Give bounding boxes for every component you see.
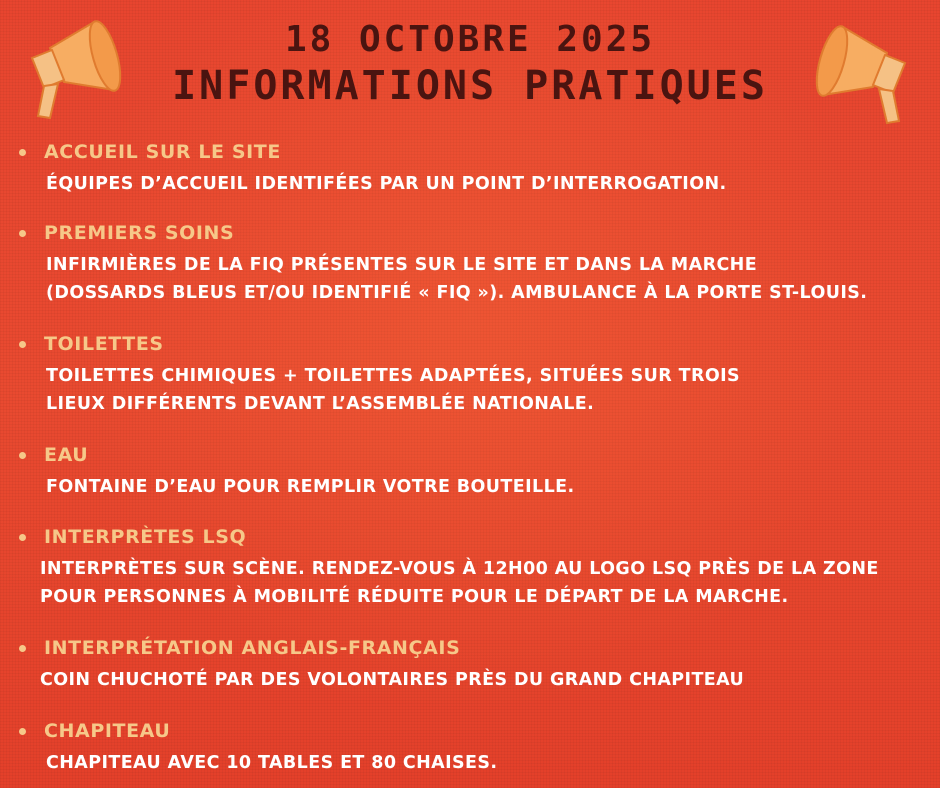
bullet-icon — [19, 645, 26, 652]
item-description — [40, 555, 879, 611]
item-line: (DOSSARDS BLEUS ET/OU IDENTIFIÉ « FIQ »). AMBULANCE À LA PORTE ST-LOUIS. — [46, 283, 868, 303]
item-line: COIN CHUCHOTÉ PAR DES VOLONTAIRES PRÈS DU GRAND CHAPITEAU — [40, 670, 745, 690]
item-title: ACCUEIL SUR LE SITE — [44, 141, 281, 163]
item-line: INFIRMIÈRES DE LA FIQ PRÉSENTES SUR LE SITE ET DANS LA MARCHE — [46, 255, 758, 275]
item-description — [46, 749, 497, 777]
item-description — [46, 251, 867, 307]
bullet-icon — [19, 149, 26, 156]
item-title: INTERPRÉTATION ANGLAIS-FRANÇAIS — [44, 637, 461, 659]
item-line: LIEUX DIFFÉRENTS DEVANT L’ASSEMBLÉE NATIONALE. — [46, 394, 595, 414]
item-line: FONTAINE D’EAU POUR REMPLIR VOTRE BOUTEILLE. — [46, 477, 575, 497]
item-line: CHAPITEAU AVEC 10 TABLES ET 80 CHAISES. — [46, 753, 498, 773]
item-title: EAU — [44, 444, 89, 466]
item-title: PREMIERS SOINS — [44, 222, 235, 244]
item-line: ÉQUIPES D’ACCUEIL IDENTIFÉES PAR UN POINT D’INTERROGATION. — [46, 174, 727, 194]
bullet-icon — [19, 230, 26, 237]
item-line: TOILETTES CHIMIQUES + TOILETTES ADAPTÉES, SITUÉES SUR TROIS — [46, 366, 741, 386]
item-description — [46, 362, 740, 418]
item-description — [46, 473, 575, 501]
bullet-icon — [19, 534, 26, 541]
item-title: CHAPITEAU — [44, 720, 171, 742]
item-line: POUR PERSONNES À MOBILITÉ RÉDUITE POUR LE DÉPART DE LA MARCHE. — [40, 587, 789, 607]
event-date: 18 OCTOBRE 2025 — [284, 19, 656, 60]
bullet-icon — [19, 452, 26, 459]
item-title: TOILETTES — [44, 333, 164, 355]
bullet-icon — [19, 341, 26, 348]
item-description — [46, 170, 727, 198]
bullet-icon — [19, 728, 26, 735]
item-description — [40, 666, 744, 694]
item-title: INTERPRÈTES LSQ — [44, 526, 247, 548]
item-line: INTERPRÈTES SUR SCÈNE. RENDEZ-VOUS À 12H00 AU LOGO LSQ PRÈS DE LA ZONE — [40, 559, 879, 579]
page-title: INFORMATIONS PRATIQUES — [172, 63, 768, 109]
